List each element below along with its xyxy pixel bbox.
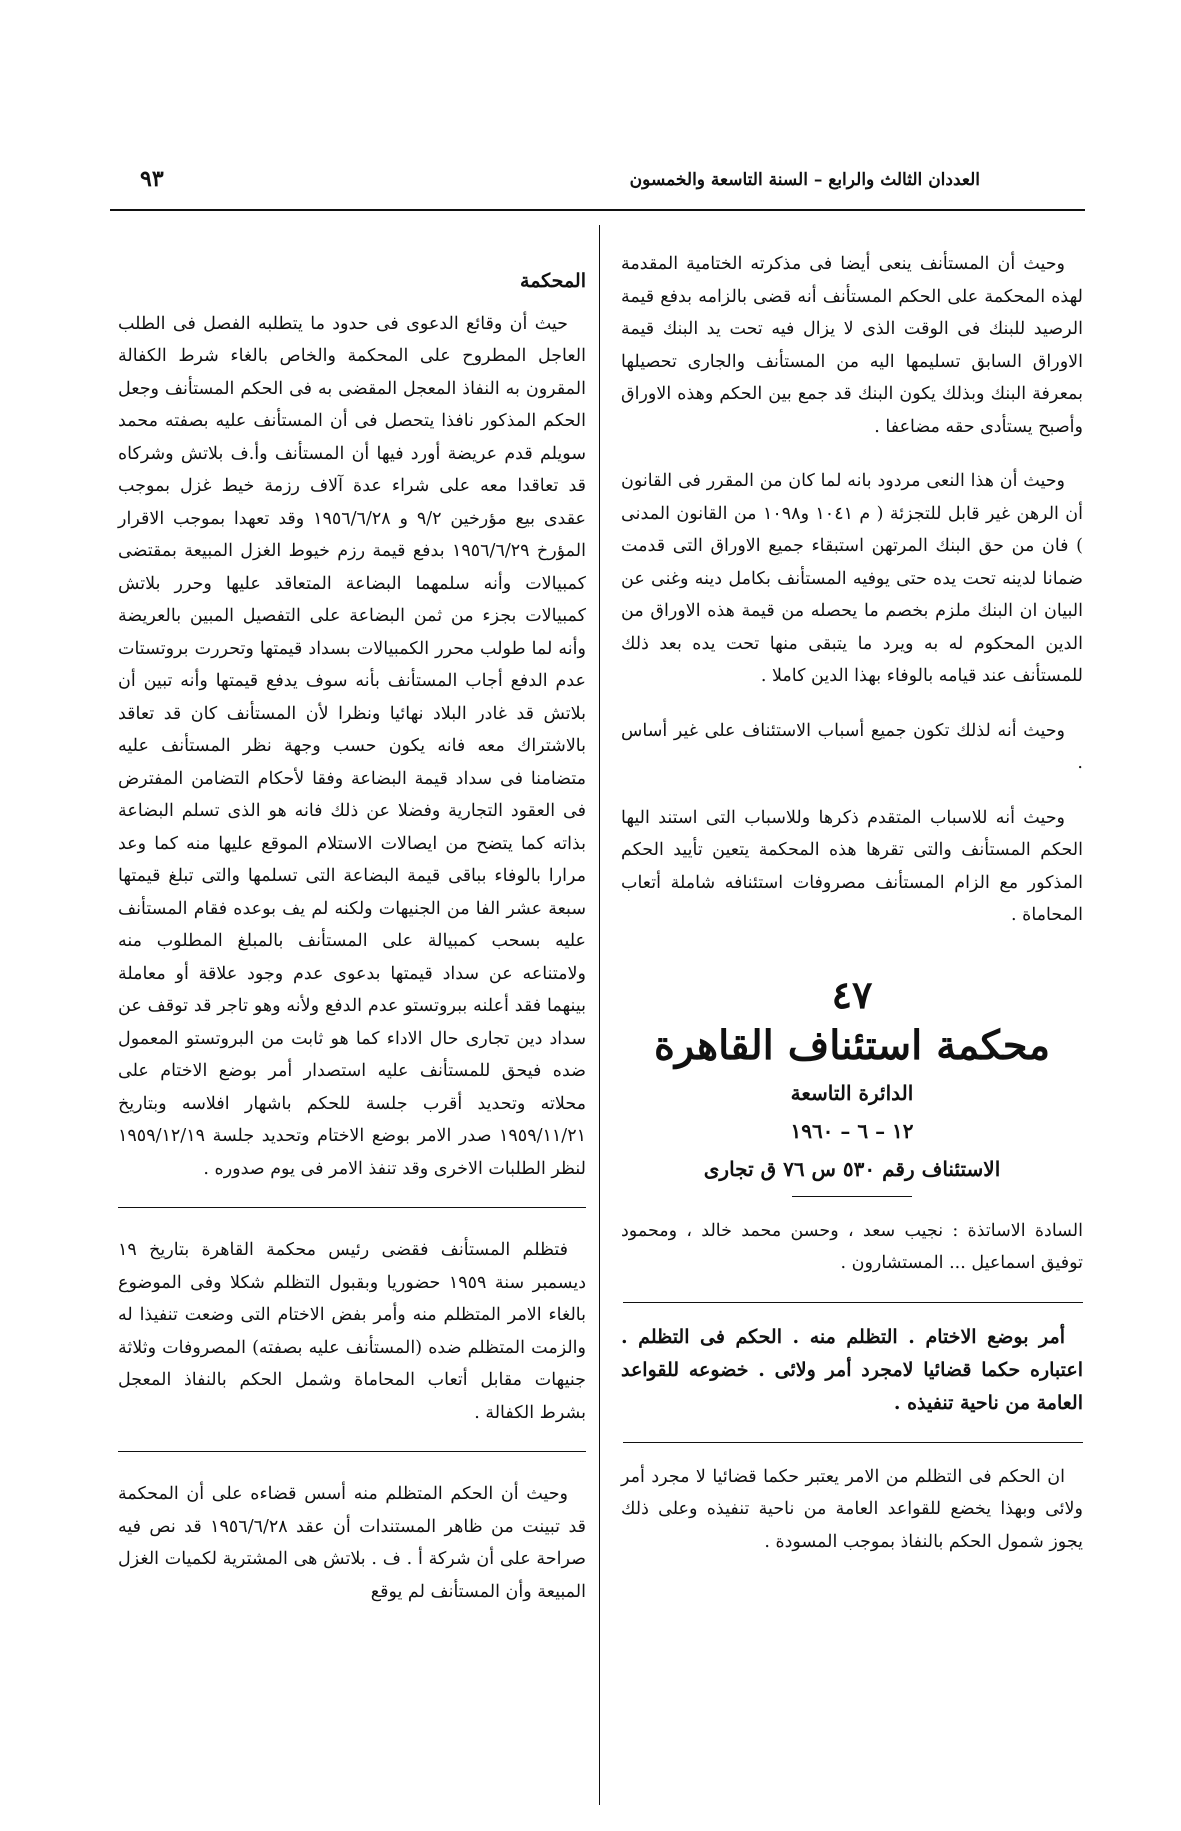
- judgment-date: ١٢ – ٦ – ١٩٦٠: [790, 1118, 914, 1143]
- paragraph: فتظلم المستأنف فقضى رئيس محكمة القاهرة بتاريخ ١٩ ديسمبر سنة ١٩٥٩ حضوريا وبقبول التظلم شكلا وفى الموضوع بالغاء الامر المتظلم منه وأمر بفض الاختام التى وضعت تنفيذا له والزمت المتظلم ضده (المستأنف عليه بصفته) المصروفات وثلاثة جنيهات مقابل أتعاب المحاماة وشمل الحكم بالنفاذ المعجل بشرط الكفالة .: [118, 1240, 586, 1423]
- circuit: الدائرة التاسعة: [790, 1080, 914, 1105]
- court-name: محكمة استئناف القاهرة: [653, 1021, 1051, 1069]
- divider: [118, 1451, 586, 1452]
- section-heading: المحكمة: [520, 270, 586, 292]
- page-number: ٩٣: [140, 166, 164, 192]
- header-rule: [110, 209, 1085, 211]
- judges: السادة الاساتذة : نجيب سعد ، وحسن محمد خالد ، ومحمود توفيق اسماعيل ... المستشارون .: [621, 1220, 1083, 1273]
- short-divider: [792, 1196, 912, 1197]
- paragraph: وحيث أنه لذلك تكون جميع أسباب الاستئناف على غير أساس .: [621, 720, 1083, 773]
- paragraph: وحيث أن هذا النعى مردود بانه لما كان من المقرر فى القانون أن الرهن غير قابل للتجزئة ( م ١٠٤١ و١٠٩٨ من القانون المدنى ) فان من حق البنك المرتهن استبقاء جميع الاوراق التى قدمت ضمانا لدينه تحت يده حتى يوفيه المستأنف بكامل دينه وغنى عن البيان ان البنك ملزم بخصم ما يحصله من قيمة هذه الاوراق من الدين المحكوم له به ويرد ما يتبقى منها تحت يده بعد ذلك للمستأنف عند قيامه بالوفاء بهذا الدين كاملا .: [621, 471, 1083, 686]
- divider: [623, 1302, 1083, 1303]
- divider: [118, 1207, 586, 1208]
- running-title: العددان الثالث والرابع – السنة التاسعة والخمسون: [629, 170, 980, 190]
- paragraph: وحيث أنه للاسباب المتقدم ذكرها وللاسباب التى استند اليها الحكم المستأنف والتى تقرها هذه المحكمة يتعين تأييد الحكم المذكور مع الزام المستأنف مصروفات استئنافه شاملة أتعاب المحاماة .: [621, 807, 1083, 925]
- paragraph: وحيث أن المستأنف ينعى أيضا فى مذكرته الختامية المقدمة لهذه المحكمة على الحكم المستأنف أنه قضى بالزامه بدفع قيمة الرصيد للبنك فى الوقت الذى لا يزال فيه تحت يد البنك قيمة الاوراق السابق تسليمها اليه من المستأنف والجارى تحصيلها بمعرفة البنك وبذلك يكون البنك قد جمع بين الحكم وهذه الاوراق وأصبح يستأدى حقه مضاعفا .: [621, 254, 1083, 437]
- headnote: أمر بوضع الاختام . التظلم منه . الحكم فى التظلم . اعتباره حكما قضائيا لامجرد أمر ولائى . خضوعه للقواعد العامة من ناحية تنفيذه .: [621, 1325, 1083, 1414]
- appeal-number: الاستئناف رقم ٥٣٠ س ٧٦ ق تجارى: [703, 1156, 1001, 1181]
- left-column: [118, 265, 586, 1630]
- summary: ان الحكم فى التظلم من الامر يعتبر حكما قضائيا لا مجرد أمر ولائى وبهذا يخضع للقواعد العامة من ناحية تنفيذه وعلى ذلك يجوز شمول الحكم بالنفاذ بموجب المسودة .: [621, 1466, 1083, 1552]
- case-number: ٤٧: [831, 971, 873, 1017]
- paragraph: وحيث أن الحكم المتظلم منه أسس قضاءه على أن المحكمة قد تبينت من ظاهر المستندات أن عقد ١٩٥٦/٦/٢٨ قد نص فيه صراحة على أن شركة أ . ف . بلاتش هى المشترية لكميات الغزل المبيعة وأن المستأنف لم يوقع: [118, 1484, 587, 1602]
- right-column: [621, 248, 1083, 1580]
- running-header: [120, 166, 1080, 200]
- paragraph: حيث أن وقائع الدعوى فى حدود ما يتطلبه الفصل فى الطلب العاجل المطروح على المحكمة والخاص بالغاء شرط الكفالة المقرون به النفاذ المعجل المقضى به فى الحكم المستأنف وجعل الحكم المذكور نافذا يتحصل فى أن المستأنف عليه بصفته محمد سويلم قدم عريضة أورد فيها أن المستأنف وأ.ف بلاتش وشركاه قد تعاقدا معه على شراء عدة آلاف رزمة خيط غزل بموجب عقدى بيع مؤرخين ٩/٢ و ١٩٥٦/٦/٢٨ وقد تعهدا بموجب الاقرار المؤرخ ١٩٥٦/٦/٢٩ بدفع قيمة رزم خيوط الغزل المبيعة بمقتضى كمبيالات وأنه سلمهما البضاعة المتعاقد عليها وحرر بلاتش كمبيالات بجزء من ثمن البضاعة على التفصيل المبين بالعريضة وأنه لما طولب محرر الكمبيالات بسداد قيمتها وتحررت بروتستات عدم الدفع أجاب المستأنف بأنه سوف يدفع قيمتها وأنه تبين أن بلاتش قد غادر البلاد نهائيا ونظرا لأن المستأنف كان قد تعاقد بالاشتراك معه فانه يكون حسب وجهة نظر المستأنف عليه متضامنا فى سداد قيمة البضاعة وفقا لأحكام التضامن المفترض فى العقود التجارية وفضلا عن ذلك فانه هو الذى تسلم البضاعة بذاته كما يتضح من ايصالات الاستلام الموقع عليها منه كما وعد مرارا بالوفاء بباقى قيمة البضاعة التى تسلمها والتى تبلغ قيمتها سبعة عشر الفا من الجنيهات ولكنه لم يف بوعده فقام المستأنف عليه بسحب كمبيالة على المستأنف بالمبلغ المطلوب منه ولامتناعه عن سداد قيمتها بدعوى عدم وجود علاقة أو معاملة بينهما فقد أعلنه ببروتستو عدم الدفع ولأنه وهو تاجر قد توقف عن سداد دين تجارى حال الاداء كما هو ثابت من البروتستو المعمول ضده فيحق للمستأنف عليه استصدار أمر بوضع الاختام على محلاته وتحديد أقرب جلسة للحكم باشهار افلاسه وبتاريخ ١٩٥٩/١١/٢١ صدر الامر بوضع الاختام وتحديد جلسة ١٩٥٩/١٢/١٩ لنظر الطلبات الاخرى وقد تنفذ الامر فى يوم صدوره .: [118, 313, 587, 1179]
- column-divider: [599, 225, 600, 1805]
- divider: [623, 1442, 1083, 1443]
